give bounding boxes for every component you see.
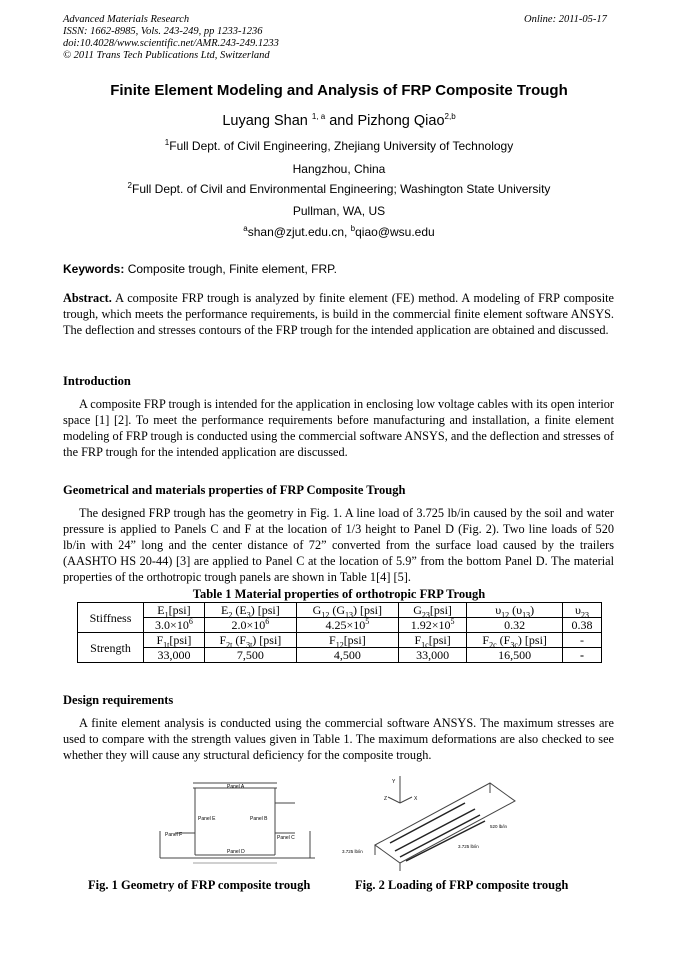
table-cell: 33,000 <box>398 648 467 663</box>
table-cell: $1.92\times 10^5$ <box>398 618 467 633</box>
axis-y-label: Y <box>392 779 396 785</box>
email-b-sup: b <box>350 224 356 233</box>
table-cell: 33,000 <box>144 648 205 663</box>
author-1-sup: 1, a <box>311 112 326 122</box>
emails <box>0 225 678 239</box>
table-cell: $F_{2t}$ $(F_{3t})$ [psi] <box>204 633 296 648</box>
table-row <box>78 648 602 663</box>
load-3725-label-right: 3.725 lb/in <box>458 844 479 849</box>
keywords-label: Keywords: <box>63 262 125 276</box>
table-cell: - <box>562 633 601 648</box>
email-b[interactable]: qiao@wsu.edu <box>355 225 435 239</box>
panel-d-label: Panel D <box>227 849 245 855</box>
panel-f-label: Panel F <box>165 832 183 838</box>
copyright-line: © 2011 Trans Tech Publications Ltd, Switzerland <box>63 50 270 61</box>
table-cell: $F_{2c}$ $(F_{3c})$ [psi] <box>467 633 563 648</box>
design-text: A finite element analysis is conducted using the commercial software ANSYS. The maximum stresses are used to compare with the strength values given in Table 1. The maximum deformations are also checked to see whether they will cause any structural deficiency for the composite trough. <box>63 716 614 762</box>
geom-heading: Geometrical and materials properties of FRP Composite Trough <box>63 483 406 497</box>
load-3725-label-left: 3.725 lb/in <box>342 849 363 854</box>
author-2: Pizhong Qiao <box>357 113 445 129</box>
table-row <box>78 603 602 618</box>
panel-c-label: Panel C <box>277 835 295 841</box>
table-cell: $F_{1c}[psi]$ <box>398 633 467 648</box>
affiliation-1 <box>0 139 678 153</box>
table-cell: - <box>562 648 601 663</box>
panel-e-label: Panel E <box>198 816 216 822</box>
table-row <box>78 618 602 633</box>
table-cell: $2.0\times 10^6$ <box>204 618 296 633</box>
strength-label: Strength <box>78 633 144 663</box>
table-cell: 7,500 <box>204 648 296 663</box>
design-heading: Design requirements <box>63 693 174 707</box>
table-cell: 0.38 <box>562 618 601 633</box>
material-table <box>77 602 602 663</box>
email-a-sup: a <box>243 224 248 233</box>
table-row <box>78 633 602 648</box>
abstract-text: A composite FRP trough is analyzed by finite element (FE) method. A modeling of FRP composite trough, which meets the performance requirements, is build in the commercial finite element software ANSYS. The deflection and stresses contours of the FRP trough for the intended application are obtained and discussed. <box>63 291 614 337</box>
figure-1-geometry <box>155 773 325 869</box>
table-cell: $\upsilon_{23}$ <box>562 603 601 618</box>
table-cell: $F_{12}[psi]$ <box>296 633 398 648</box>
panel-a-label: Panel A <box>227 784 245 790</box>
author-2-sup: 2,b <box>444 112 456 122</box>
panel-b-label: Panel B <box>250 816 268 822</box>
table1-caption: Table 1 Material properties of orthotropic FRP Trough <box>192 587 486 601</box>
authors-and: and <box>325 113 358 129</box>
table-cell: $F_{1t}[psi]$ <box>144 633 205 648</box>
affiliation-2-city: Pullman, WA, US <box>292 204 386 218</box>
axis-x-label: X <box>414 796 418 802</box>
online-date: Online: 2011-05-17 <box>524 14 607 25</box>
axis-z-label: Z <box>384 796 388 802</box>
table-cell: $G_{12}$ $(G_{13})$ [psi] <box>296 603 398 618</box>
geom-text: The designed FRP trough has the geometry in Fig. 1. A line load of 3.725 lb/in caused by the soil and water pressure is applied to Panels C and F at the location of 1/3 height to Panel D (Fig. 2). Two line loads of 520 lb/in with 24” long and the center distance of 72” converted from the surface load caused by the trailers (AASHTO HS 20-44) [3] are applied to Panel C at the location of 5.9” from the bottom Panel D. The material properties of the orthotropic trough panels are shown in Table 1[4] [5]. <box>63 506 614 584</box>
figure-2-loading <box>340 773 530 873</box>
affiliation-1-city: Hangzhou, China <box>292 162 386 176</box>
keywords-text: Composite trough, Finite element, FRP. <box>124 262 337 276</box>
table-cell: $4.25\times 10^5$ <box>296 618 398 633</box>
authors <box>0 113 678 129</box>
affiliation-2 <box>0 182 678 196</box>
figure-1-caption: Fig. 1 Geometry of FRP composite trough <box>88 878 311 892</box>
author-1: Luyang Shan <box>222 113 308 129</box>
issn-line: ISSN: 1662-8985, Vols. 243-249, pp 1233-1236 <box>63 26 263 37</box>
intro-heading: Introduction <box>63 374 131 388</box>
table-cell: $E_2$ $(E_3)$ [psi] <box>204 603 296 618</box>
table-cell: 0.32 <box>467 618 563 633</box>
table-cell: $\upsilon_{12}$ $(\upsilon_{13})$ <box>467 603 563 618</box>
table-cell: 16,500 <box>467 648 563 663</box>
table-cell: $G_{23}[psi]$ <box>398 603 467 618</box>
figure-2-caption: Fig. 2 Loading of FRP composite trough <box>355 878 569 892</box>
abstract-label: Abstract. <box>63 291 112 305</box>
aff2-sup: 2 <box>127 181 132 190</box>
keywords <box>63 262 337 276</box>
aff1-sup: 1 <box>164 138 170 147</box>
doi-line: doi:10.4028/www.scientific.net/AMR.243-249.1233 <box>63 38 279 49</box>
aff1-text: Full Dept. of Civil Engineering, Zhejiang University of Technology <box>169 139 514 153</box>
intro-text: A composite FRP trough is intended for the application in enclosing low voltage cables with its open interior space [1] [2]. To meet the performance requirements before manufacturing and installation, a finite element modeling of FRP trough is conducted using the commercial software ANSYS, and the deflection and stresses of the FRP trough for the intended application are discussed. <box>63 397 614 459</box>
email-a[interactable]: shan@zjut.edu.cn, <box>247 225 351 239</box>
paper-title: Finite Element Modeling and Analysis of FRP Composite Trough <box>110 82 568 99</box>
abstract <box>63 290 614 338</box>
load-520-label: 520 lb/in <box>490 824 508 829</box>
aff2-text: Full Dept. of Civil and Environmental Engineering; Washington State University <box>132 182 551 196</box>
journal-name: Advanced Materials Research <box>63 14 190 25</box>
stiffness-label: Stiffness <box>78 603 144 633</box>
table-cell: $E_1[psi]$ <box>144 603 205 618</box>
table-cell: $3.0\times 10^6$ <box>144 618 205 633</box>
table-cell: 4,500 <box>296 648 398 663</box>
